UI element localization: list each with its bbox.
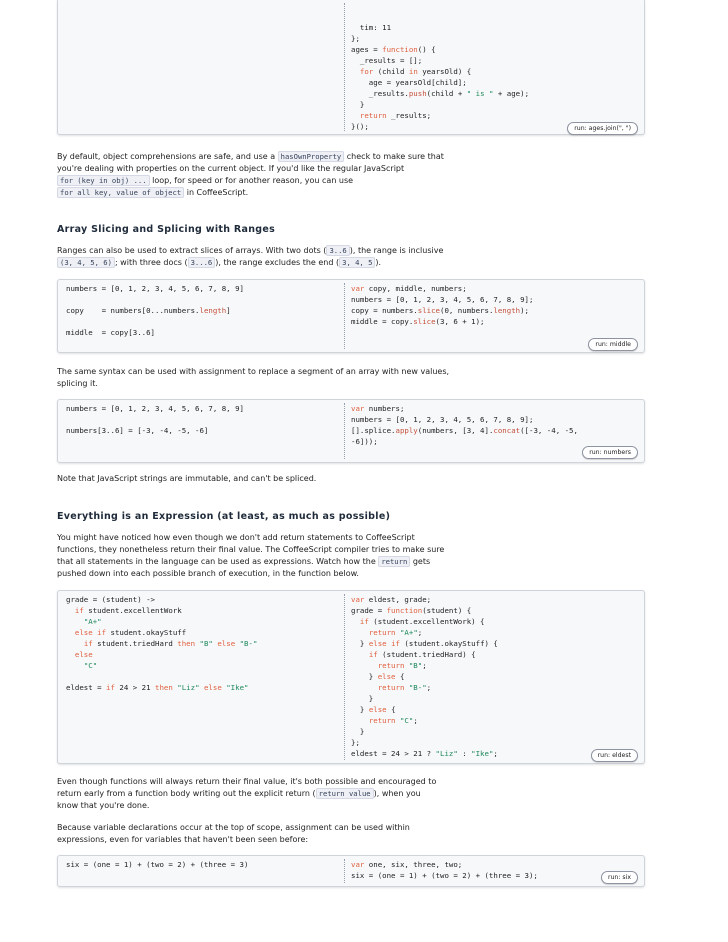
declaration-note bbox=[57, 822, 477, 846]
code-line: numbers[3..6] = [-3, -4, -5, -6] bbox=[66, 426, 209, 435]
slicing-intro bbox=[57, 245, 477, 269]
text: ), the range excludes the end ( bbox=[215, 258, 340, 267]
code-line: _results.push(child + " is " + age); bbox=[351, 89, 530, 98]
inline-code: return bbox=[378, 556, 410, 567]
section-heading-expressions: Everything is an Expression (at least, as much as possible) bbox=[57, 511, 391, 522]
inline-code: for all key, value of object bbox=[57, 187, 184, 198]
code-line: tim: 11 bbox=[351, 23, 392, 32]
code-line: var copy, middle, numbers; bbox=[351, 284, 467, 293]
code-line: } else { bbox=[351, 705, 396, 714]
inline-code: 3...6 bbox=[188, 257, 216, 268]
coffeescript-code bbox=[66, 859, 248, 870]
code-line: age = yearsOld[child]; bbox=[351, 78, 467, 87]
run-numbers-button[interactable]: run: numbers bbox=[582, 446, 638, 459]
text: gets bbox=[410, 557, 431, 566]
code-line: return _results; bbox=[359, 111, 432, 120]
code-line: return "A+"; bbox=[368, 628, 423, 637]
code-line: } else if (student.okayStuff) { bbox=[351, 639, 498, 648]
code-line: } bbox=[351, 694, 374, 703]
coffeescript-code bbox=[66, 594, 257, 693]
code-line: -6])); bbox=[351, 437, 378, 446]
code-line: middle = copy.slice(3, 6 + 1); bbox=[351, 317, 485, 326]
javascript-code bbox=[351, 403, 578, 447]
coffeescript-code bbox=[66, 283, 244, 338]
code-line: grade = function(student) { bbox=[351, 606, 472, 615]
inline-code: hasOwnProperty bbox=[278, 151, 345, 162]
section-heading-slicing: Array Slicing and Splicing with Ranges bbox=[57, 224, 276, 235]
code-line: numbers = [0, 1, 2, 3, 4, 5, 6, 7, 8, 9]; bbox=[351, 415, 534, 424]
code-line: else bbox=[74, 650, 93, 659]
code-line: } bbox=[351, 727, 365, 736]
code-line: var numbers; bbox=[351, 404, 405, 413]
explicit-return-note bbox=[57, 776, 477, 812]
run-ages-button[interactable]: run: ages.join(", ") bbox=[567, 122, 638, 135]
text: The same syntax can be used with assignment to replace a segment of an array with new values, bbox=[57, 367, 450, 376]
code-line: numbers = [0, 1, 2, 3, 4, 5, 6, 7, 8, 9] bbox=[66, 284, 244, 293]
code-block-grade bbox=[57, 590, 645, 764]
javascript-code bbox=[351, 859, 538, 881]
code-line: return "B"; bbox=[377, 661, 427, 670]
text: expressions, even for variables that haven't been seen before: bbox=[57, 835, 309, 844]
object-comprehension-note bbox=[57, 151, 477, 199]
code-line: if (student.excellentWork) { bbox=[359, 617, 485, 626]
code-line: for (child in yearsOld) { bbox=[359, 67, 472, 76]
text: Note that JavaScript strings are immutable, and can't be spliced. bbox=[57, 474, 317, 483]
text: splicing it. bbox=[57, 379, 98, 388]
code-line: }(); bbox=[351, 122, 369, 131]
text: Even though functions will always return their final value, it's both possible and encouraged to bbox=[57, 777, 437, 786]
code-line: grade = (student) -> bbox=[66, 595, 155, 604]
code-line: }; bbox=[351, 34, 360, 43]
javascript-code bbox=[351, 22, 529, 132]
coffeescript-code bbox=[66, 4, 137, 15]
text: check to make sure that bbox=[344, 152, 444, 161]
code-line: _results = []; bbox=[351, 56, 423, 65]
text: know that you're done. bbox=[57, 801, 150, 810]
text: you're dealing with properties on the current object. If you'd like the regular JavaScript bbox=[57, 164, 405, 173]
code-line: "C" bbox=[83, 661, 98, 670]
code-line: copy = numbers.slice(0, numbers.length); bbox=[351, 306, 530, 315]
code-block-ages bbox=[57, 0, 645, 135]
code-line: middle = copy[3..6] bbox=[66, 328, 155, 337]
text: functions, they nonetheless return their final value. The CoffeeScript compiler tries to make sure bbox=[57, 545, 445, 554]
code-line: if student.triedHard then "B" else "B-" bbox=[83, 639, 258, 648]
code-line: else if student.okayStuff bbox=[74, 628, 187, 637]
run-eldest-button[interactable]: run: eldest bbox=[591, 749, 638, 762]
inline-code: 3, 4, 5 bbox=[339, 257, 375, 268]
immutable-note bbox=[57, 473, 457, 485]
expressions-intro bbox=[57, 532, 477, 580]
inline-code: return value bbox=[316, 788, 374, 799]
text: By default, object comprehensions are safe, and use a bbox=[57, 152, 278, 161]
code-line: }; bbox=[351, 738, 360, 747]
inline-code: for (key in obj) ... bbox=[57, 175, 150, 186]
code-line: eldest = 24 > 21 ? "Liz" : "Ike"; bbox=[351, 749, 498, 758]
code-line: numbers = [0, 1, 2, 3, 4, 5, 6, 7, 8, 9] bbox=[66, 404, 244, 413]
code-line: } bbox=[351, 100, 365, 109]
text: loop, for speed or for another reason, you can use bbox=[149, 176, 354, 185]
code-line: return "B-"; bbox=[377, 683, 432, 692]
run-middle-button[interactable]: run: middle bbox=[588, 338, 638, 351]
code-line: six = (one = 1) + (two = 2) + (three = 3); bbox=[351, 871, 538, 880]
code-block-six bbox=[57, 855, 645, 887]
code-line: } else { bbox=[351, 672, 405, 681]
code-divider bbox=[344, 283, 345, 349]
code-divider bbox=[344, 403, 345, 459]
code-divider bbox=[344, 594, 345, 760]
code-line: if (student.triedHard) { bbox=[368, 650, 476, 659]
javascript-code bbox=[351, 283, 533, 327]
text: that all statements in the language can be used as expressions. Watch how the bbox=[57, 557, 379, 566]
text: ). bbox=[375, 258, 382, 267]
code-divider bbox=[344, 859, 345, 883]
splice-note bbox=[57, 366, 457, 390]
code-line: six = (one = 1) + (two = 2) + (three = 3) bbox=[66, 860, 249, 869]
coffeescript-code bbox=[66, 403, 244, 436]
code-divider bbox=[344, 3, 345, 131]
code-line: [].splice.apply(numbers, [3, 4].concat([-3, -4, -5, bbox=[351, 426, 578, 435]
text: ), the range is inclusive bbox=[349, 246, 444, 255]
code-line: eldest = if 24 > 21 then "Liz" else "Ike" bbox=[66, 683, 249, 692]
text: ; with three docs ( bbox=[114, 258, 188, 267]
code-line: var one, six, three, two; bbox=[351, 860, 463, 869]
text: ), when you bbox=[373, 789, 421, 798]
code-line: if student.excellentWork bbox=[74, 606, 182, 615]
text: You might have noticed how even though we don't add return statements to CoffeeScript bbox=[57, 533, 415, 542]
text: return early from a function body writing out the explicit return ( bbox=[57, 789, 316, 798]
javascript-code bbox=[351, 594, 498, 759]
code-line: var eldest, grade; bbox=[351, 595, 432, 604]
text: Because variable declarations occur at the top of scope, assignment can be used within bbox=[57, 823, 410, 832]
code-line: "A+" bbox=[83, 617, 102, 626]
code-block-splice bbox=[57, 399, 645, 463]
code-line: ages = function() { bbox=[351, 45, 436, 54]
code-line: return "C"; bbox=[368, 716, 418, 725]
text: pushed down into each possible branch of execution, in the function below. bbox=[57, 569, 359, 578]
text: Ranges can also be used to extract slices of arrays. With two dots ( bbox=[57, 246, 327, 255]
inline-code: (3, 4, 5, 6) bbox=[57, 257, 115, 268]
code-line: numbers = [0, 1, 2, 3, 4, 5, 6, 7, 8, 9]; bbox=[351, 295, 534, 304]
run-six-button[interactable]: run: six bbox=[601, 871, 638, 884]
code-block-slice bbox=[57, 279, 645, 353]
text: in CoffeeScript. bbox=[184, 188, 249, 197]
code-line: copy = numbers[0...numbers.length] bbox=[66, 306, 231, 315]
inline-code: 3..6 bbox=[326, 245, 349, 256]
